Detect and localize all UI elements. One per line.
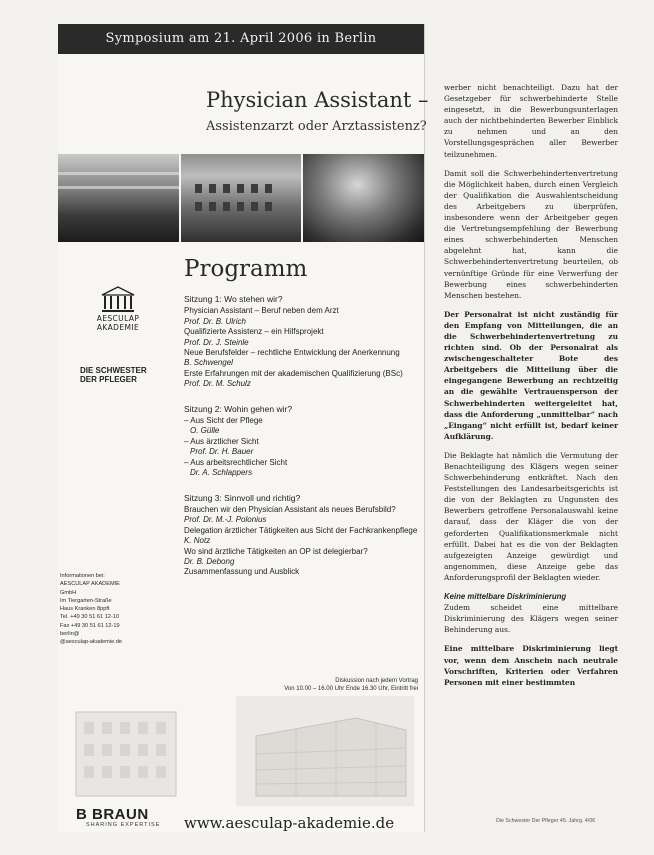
session-heading: Sitzung 2: Wohin gehen wir?	[184, 403, 293, 414]
ad-title: Physician Assistant –	[206, 88, 429, 112]
talk-title: Zusammenfassung und Ausblick	[184, 567, 300, 577]
talk-title: – Aus ärztlicher Sicht	[184, 436, 259, 446]
interior-photo	[58, 154, 179, 242]
contact-line: @aesculap-akademie.de	[60, 639, 122, 646]
talk-title: Neue Berufsfelder – rechtliche Entwicklung der Anerkennung	[184, 348, 400, 358]
logo-line-1: AESCULAP	[96, 314, 140, 323]
paragraph: Zudem scheidet eine mittelbare Diskriminierung des Klägers wegen seiner Behinderung aus.	[444, 603, 618, 635]
contact-line: Informationen bei:	[60, 573, 105, 579]
session-heading: Sitzung 1: Wo stehen wir?	[184, 294, 283, 304]
talk-title: Qualifizierte Assistenz – ein Hilfsprojekt	[184, 327, 324, 337]
contact-line: Im Tiergarten-Straße	[60, 597, 112, 604]
talk-speaker: B. Schwengel	[184, 358, 233, 368]
session-2	[184, 404, 420, 479]
contact-line: berlin@	[60, 631, 80, 638]
talk-speaker: Prof. Dr. J. Steinle	[184, 337, 249, 347]
talk-speaker: Prof. Dr. B. Ulrich	[184, 316, 246, 326]
contact-line: Tel. +49 30 51 61 12-10	[60, 614, 119, 621]
logo-line-2: AKADEMIE	[96, 323, 140, 332]
talk-speaker: Prof. Dr. H. Bauer	[190, 447, 254, 457]
building-sketch-image	[72, 692, 180, 800]
symposium-advertisement	[58, 24, 429, 832]
aesculap-akademie-logo	[88, 286, 148, 332]
talk-speaker: K. Notz	[184, 536, 211, 546]
website-url[interactable]: www.aesculap-akademie.de	[184, 814, 395, 832]
section-subheading: Keine mittelbare Diskriminierung	[444, 592, 567, 602]
talk-speaker: Dr. A. Schlappers	[190, 468, 253, 478]
program-list	[184, 294, 420, 583]
contact-line: AESCULAP AKADEMIE	[60, 581, 120, 588]
talk-speaker: Prof. Dr. M. Schulz	[184, 379, 251, 389]
magazine-logo	[80, 366, 147, 384]
paragraph: werber nicht benachteiligt. Dazu hat der Gesetzgeber für schwerbehinderte Stelle eingesetzt, in die Bewerbungsunterlagen auch der nichtbehinderten Bewerber Einblick zu nehmen und an den Vorstellungsgesprächen aller Bewerber teilzunehmen.	[444, 83, 618, 159]
paragraph: Die Beklagte hat nämlich die Vermutung der Benachteiligung des Klägers wegen seiner Schwerbehinderung entkräftet. Nach den Feststellungen des Landesarbeitsgerichts ist die von der Beklagten zu Ungunsten des Bewerbers getroffene Personalauswahl keine darauf, dass der Kläger die von der geforderten Qualifikationsmerkmale nicht erfüllt. Dabei hat es die von der Beklagten aufgezeigten Anzeige gewürdigt und angenommen, diese Anzeige gebe das Anforderungsprofil der Beklagten wieder.	[444, 450, 618, 582]
session-1	[184, 294, 420, 390]
talk-speaker: Dr. B. Debong	[184, 556, 235, 566]
magazine-logo-line-1: DIE SCHWESTER	[80, 366, 147, 375]
page-footer: Die Schwester Der Pfleger 45. Jahrg. 4/06	[496, 818, 596, 824]
talk-title: – Aus Sicht der Pflege	[184, 416, 263, 426]
event-banner: Symposium am 21. April 2006 in Berlin	[58, 24, 424, 54]
auditorium-photo	[303, 154, 424, 242]
note-line: Diskussion nach jedem Vortrag	[335, 678, 418, 684]
bbraun-logo: B BRAUN	[76, 806, 149, 823]
bbraun-tagline: SHARING EXPERTISE	[86, 822, 161, 828]
talk-title: Erste Erfahrungen mit der akademischen Qualifizierung (BSc)	[184, 368, 403, 378]
paragraph-bold: Eine mittelbare Diskriminierung liegt vor, wenn dem Anschein nach neutrale Vorschriften, Kriterien oder Verfahren Personen mit einer bestimmten	[444, 644, 618, 687]
building-photo	[181, 154, 302, 242]
talk-title: Physician Assistant – Beruf neben dem Arzt	[184, 306, 339, 316]
session-3	[184, 493, 420, 578]
schedule-note	[276, 678, 418, 693]
contact-line: GmbH	[60, 589, 77, 596]
paragraph-bold: Der Personalrat ist nicht zuständig für den Empfang von Mitteilungen, die an die Schwerbehindertenvertretung zu richten sind. Ob der Personalrat als zwischengeschalteter Bote des Arbeitgebers die Mitteilung über die eingegangene Bewerbung an rechtzeitig an die gewählte Vertrauensperson der Schwerbehinderten weitergeleitet hat, dass die Anforderung „unmittelbar“ nach „Eingang“ nicht erfüllt ist, bedarf keiner Aufklärung.	[444, 309, 618, 441]
talk-speaker: O. Gülle	[190, 426, 220, 436]
paragraph: Damit soll die Schwerbehindertenvertretung die Möglichkeit haben, durch einen Vergleich der Qualifikation die Auswahlentscheidung des Arbeitgebers zu überprüfen, insbesondere wenn der Arbeitgeber gegen die Vertretungsempfehlung der Bewerbung eines schwerbehinderten Menschen abgelehnt hat, kann die Schwerbehindertenvertretung beurteilen, ob vernünftige Gründe für eine Verwerfung der Bewerbung eines schwerbehinderten Menschen bestehen.	[444, 168, 618, 300]
note-line: Von 10.00 – 16.00 Uhr Ende 16.30 Uhr, Eintritt frei	[284, 685, 418, 692]
talk-title: Delegation ärztlicher Tätigkeiten aus Sicht der Fachkrankenpflege	[184, 525, 418, 535]
article-column	[444, 82, 618, 696]
session-heading: Sitzung 3: Sinnvoll und richtig?	[184, 492, 301, 503]
talk-speaker: Prof. Dr. M.-J. Polonius	[184, 515, 267, 525]
talk-title: – Aus arbeitsrechtlicher Sicht	[184, 457, 288, 467]
magazine-logo-line-2: DER PFLEGER	[80, 375, 137, 384]
photo-strip	[58, 154, 424, 242]
modern-building-image	[236, 696, 414, 806]
contact-line: Fax +49 30 51 61 12-19	[60, 622, 120, 629]
program-heading: Programm	[184, 256, 308, 282]
temple-icon	[100, 286, 136, 314]
talk-title: Wo sind ärztliche Tätigkeiten an OP ist delegierbar?	[184, 546, 368, 556]
ad-subtitle: Assistenzarzt oder Arztassistenz?	[206, 119, 427, 134]
contact-info	[60, 572, 160, 647]
talk-title: Brauchen wir den Physician Assistant als neues Berufsbild?	[184, 504, 396, 514]
contact-line: Haus Kranken 8ppft	[60, 606, 110, 613]
